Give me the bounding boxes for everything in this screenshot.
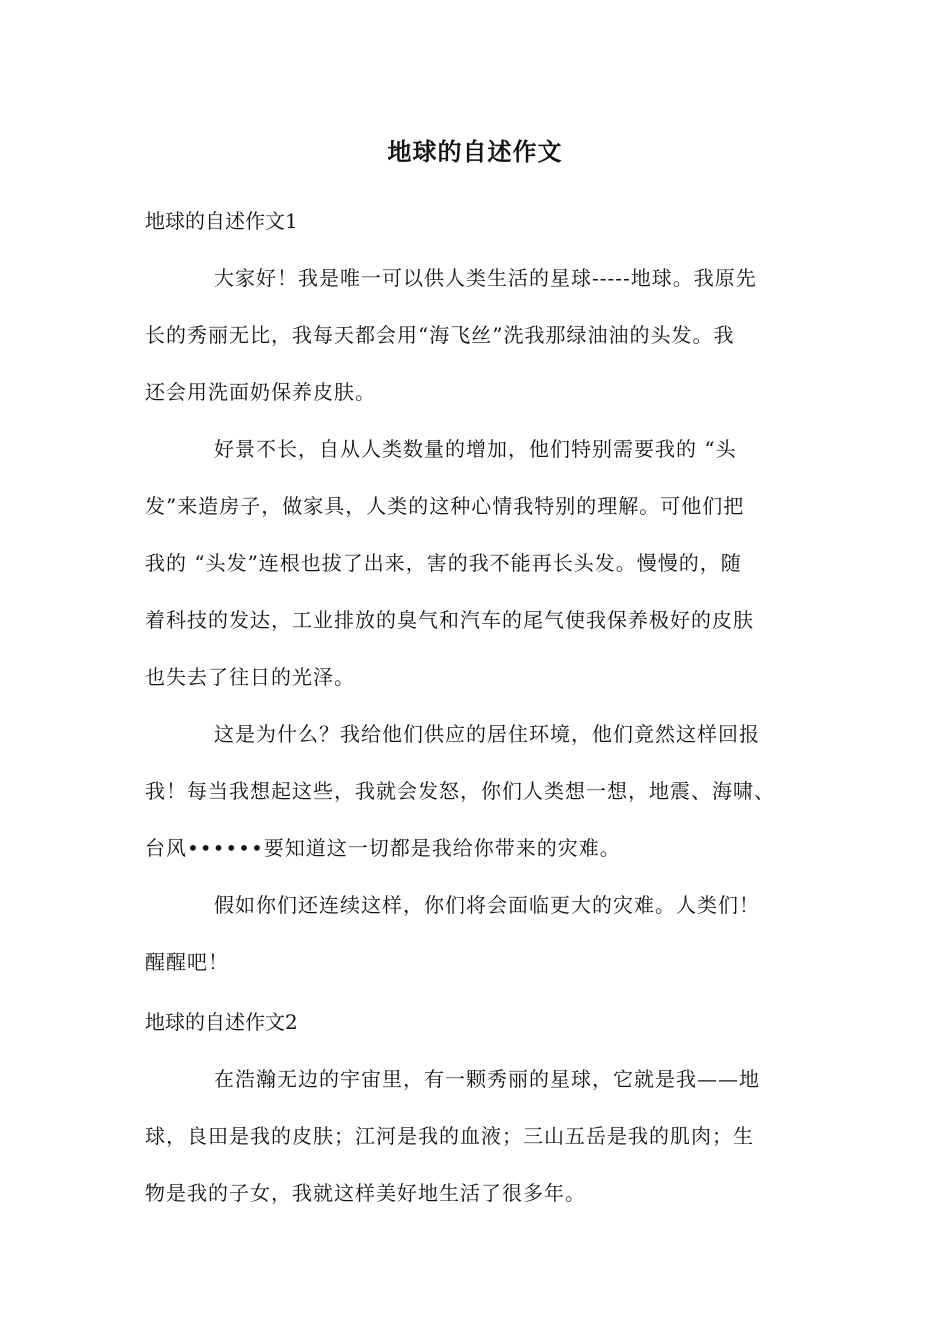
- paragraph-line: 着科技的发达，工业排放的臭气和汽车的尾气使我保养极好的皮肤: [145, 608, 754, 632]
- paragraph-line: 这是为什么？我给他们供应的居住环境，他们竟然这样回报: [214, 722, 760, 746]
- paragraph-line: 台风••••••要知道这一切都是我给你带来的灾难。: [145, 836, 621, 860]
- section-heading-2: 地球的自述作文2: [145, 1010, 298, 1034]
- paragraph-line: 也失去了往日的光泽。: [145, 665, 355, 689]
- paragraph-line: 我！每当我想起这些，我就会发怒，你们人类想一想，地震、海啸、: [145, 779, 775, 803]
- section-heading-1: 地球的自述作文1: [145, 209, 298, 233]
- paragraph-line: 物是我的子女，我就这样美好地生活了很多年。: [145, 1181, 586, 1205]
- paragraph-line: 好景不长，自从人类数量的增加，他们特别需要我的 “头: [214, 437, 737, 461]
- paragraph-line: 假如你们还连续这样，你们将会面临更大的灾难。人类们！: [214, 893, 760, 917]
- paragraph-line: 球，良田是我的皮肤；江河是我的血液；三山五岳是我的肌肉；生: [145, 1124, 754, 1148]
- paragraph-line: 发”来造房子，做家具，人类的这种心情我特别的理解。可他们把: [145, 494, 745, 518]
- paragraph-line: 在浩瀚无边的宇宙里，有一颗秀丽的星球，它就是我——地: [214, 1067, 760, 1091]
- paragraph-line: 还会用洗面奶保养皮肤。: [145, 380, 376, 404]
- paragraph-line: 长的秀丽无比，我每天都会用“海飞丝”洗我那绿油油的头发。我: [145, 323, 735, 347]
- document-title: 地球的自述作文: [387, 137, 563, 166]
- paragraph-line: 我的 “头发”连根也拔了出来，害的我不能再长头发。慢慢的，随: [145, 551, 742, 575]
- paragraph-line: 大家好！我是唯一可以供人类生活的星球-----地球。我原先: [214, 266, 757, 290]
- paragraph-line: 醒醒吧！: [145, 950, 229, 974]
